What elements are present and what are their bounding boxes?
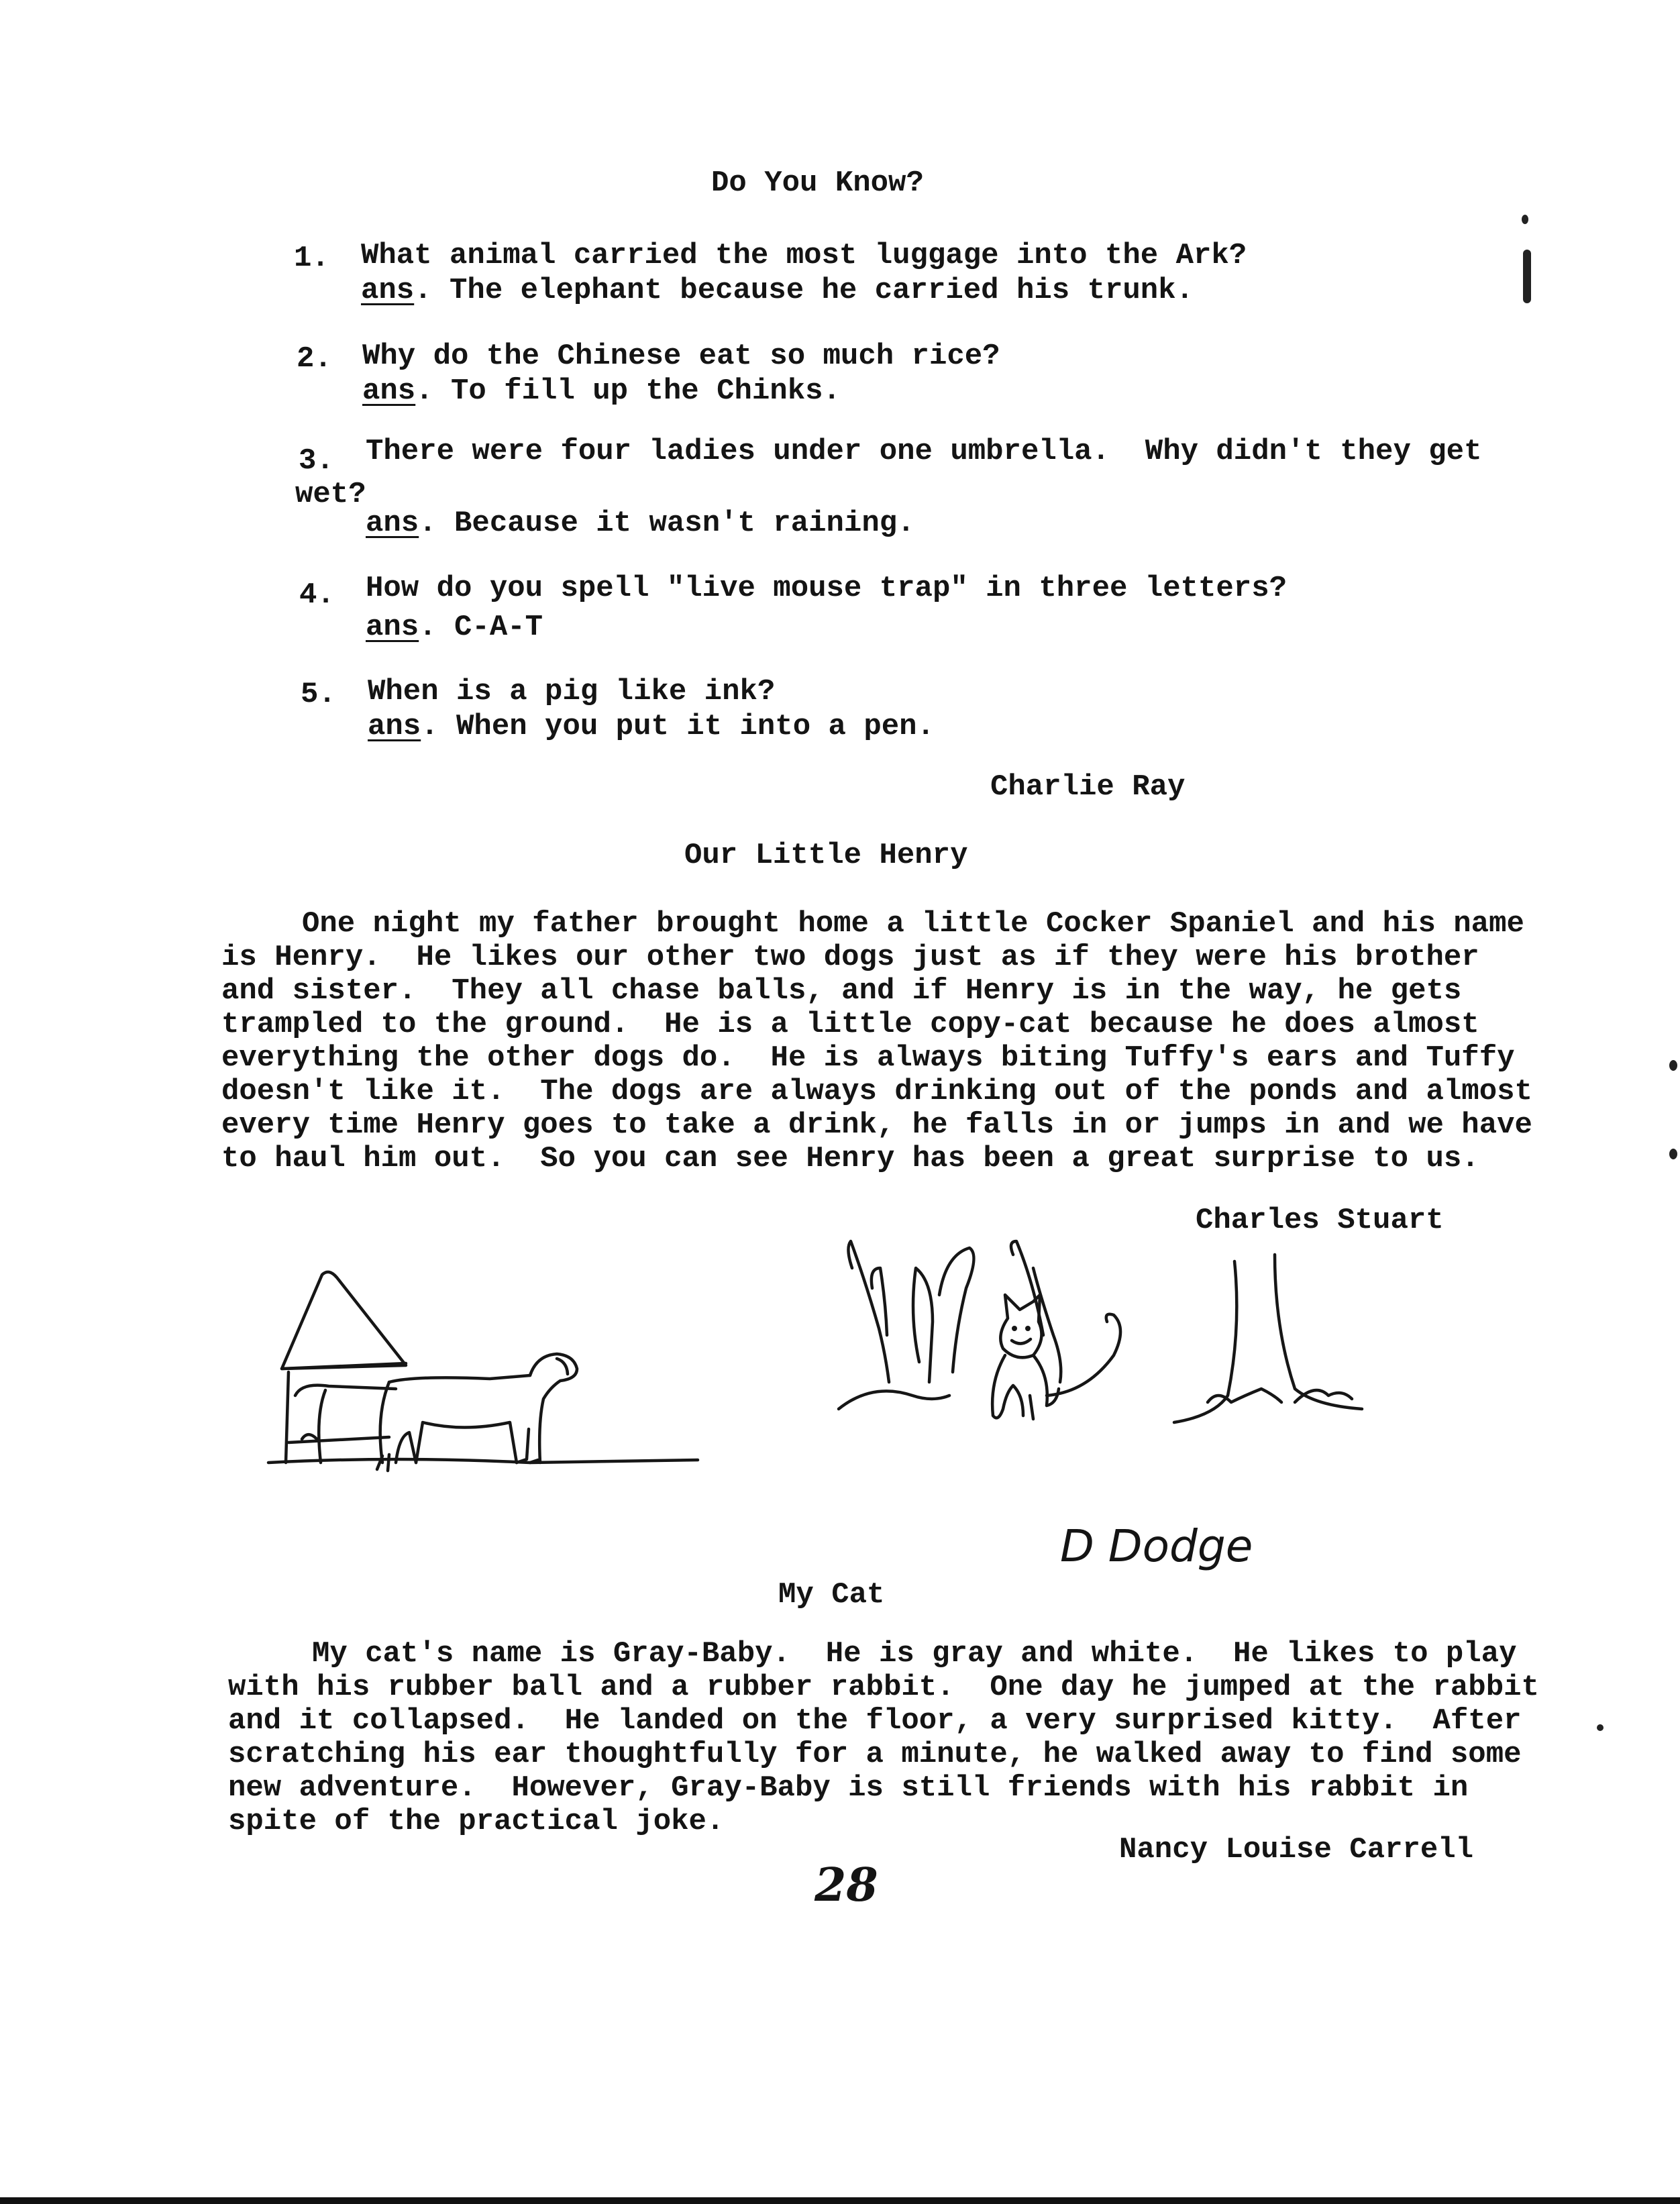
riddle-number: 1. xyxy=(294,242,329,275)
riddle-answer-line xyxy=(368,710,935,743)
riddle-answer-line xyxy=(366,507,915,540)
story-line: and sister. They all chase balls, and if Henry is in the way, he gets xyxy=(221,974,1462,1008)
story-line: and it collapsed. He landed on the floor, a very surprised kitty. After xyxy=(228,1704,1522,1738)
story-line: is Henry. He likes our other two dogs just as if they were his brother xyxy=(221,941,1479,974)
riddle-question: There were four ladies under one umbrella. Why didn't they get xyxy=(366,435,1482,468)
story-line: every time Henry goes to take a drink, he falls in or jumps in and we have xyxy=(221,1108,1532,1142)
riddle-number: 2. xyxy=(297,342,332,376)
riddle-answer-line xyxy=(366,611,543,644)
riddle-answer: . The elephant because he carried his trunk. xyxy=(414,274,1194,307)
story-line: trampled to the ground. He is a little copy-cat because he does almost xyxy=(221,1008,1479,1041)
bottom-edge xyxy=(0,2197,1680,2204)
riddle-answer: . C-A-T xyxy=(419,611,543,644)
riddle-question: How do you spell "live mouse trap" in three letters? xyxy=(366,572,1288,605)
henry-author: Charles Stuart xyxy=(1196,1204,1444,1237)
scan-mark xyxy=(1522,215,1528,224)
riddle-number: 5. xyxy=(301,678,336,711)
riddle-question-continued: wet? xyxy=(295,478,366,511)
cat-tree-drawing xyxy=(832,1228,1396,1449)
story-line: with his rubber ball and a rubber rabbit. One day he jumped at the rabbit xyxy=(228,1671,1539,1704)
story-line: doesn't like it. The dogs are always drinking out of the ponds and almost xyxy=(221,1075,1532,1108)
riddle-answer-line xyxy=(361,274,1194,307)
story-line: to haul him out. So you can see Henry has been a great surprise to us. xyxy=(221,1142,1479,1175)
story-line: new adventure. However, Gray-Baby is still friends with his rabbit in xyxy=(228,1771,1469,1805)
riddle-question: When is a pig like ink? xyxy=(368,675,776,709)
ans-label: ans xyxy=(368,710,421,743)
riddle-answer: . When you put it into a pen. xyxy=(421,710,935,743)
henry-title: Our Little Henry xyxy=(684,839,968,872)
riddle-number: 3. xyxy=(299,444,334,478)
riddles-title: Do You Know? xyxy=(711,166,924,200)
riddle-question: What animal carried the most luggage into the Ark? xyxy=(361,239,1247,272)
cat-author: Nancy Louise Carrell xyxy=(1119,1833,1474,1867)
story-line: scratching his ear thoughtfully for a minute, he walked away to find some xyxy=(228,1738,1522,1771)
illustrator-signature: D Dodge xyxy=(1060,1520,1253,1572)
scan-mark xyxy=(1523,250,1531,303)
story-line: spite of the practical joke. xyxy=(228,1805,725,1838)
scan-mark xyxy=(1669,1060,1677,1071)
riddle-answer: . Because it wasn't raining. xyxy=(419,507,915,540)
cat-title: My Cat xyxy=(778,1578,885,1612)
riddles-author: Charlie Ray xyxy=(990,770,1186,804)
story-line: One night my father brought home a little Cocker Spaniel and his name xyxy=(302,907,1524,941)
story-line: everything the other dogs do. He is always biting Tuffy's ears and Tuffy xyxy=(221,1041,1515,1075)
ans-label: ans xyxy=(366,611,419,644)
dog-house-drawing xyxy=(262,1261,704,1503)
scan-mark xyxy=(1597,1724,1604,1731)
riddle-answer: . To fill up the Chinks. xyxy=(415,374,841,408)
riddle-number: 4. xyxy=(299,578,335,612)
ans-label: ans xyxy=(362,374,416,408)
ans-label: ans xyxy=(366,507,419,540)
ans-label: ans xyxy=(361,274,415,307)
story-line: My cat's name is Gray-Baby. He is gray and white. He likes to play xyxy=(312,1637,1517,1671)
riddle-answer-line xyxy=(362,374,841,408)
riddle-question: Why do the Chinese eat so much rice? xyxy=(362,339,1000,373)
scan-mark xyxy=(1669,1149,1677,1159)
page-number: 28 xyxy=(815,1858,878,1912)
